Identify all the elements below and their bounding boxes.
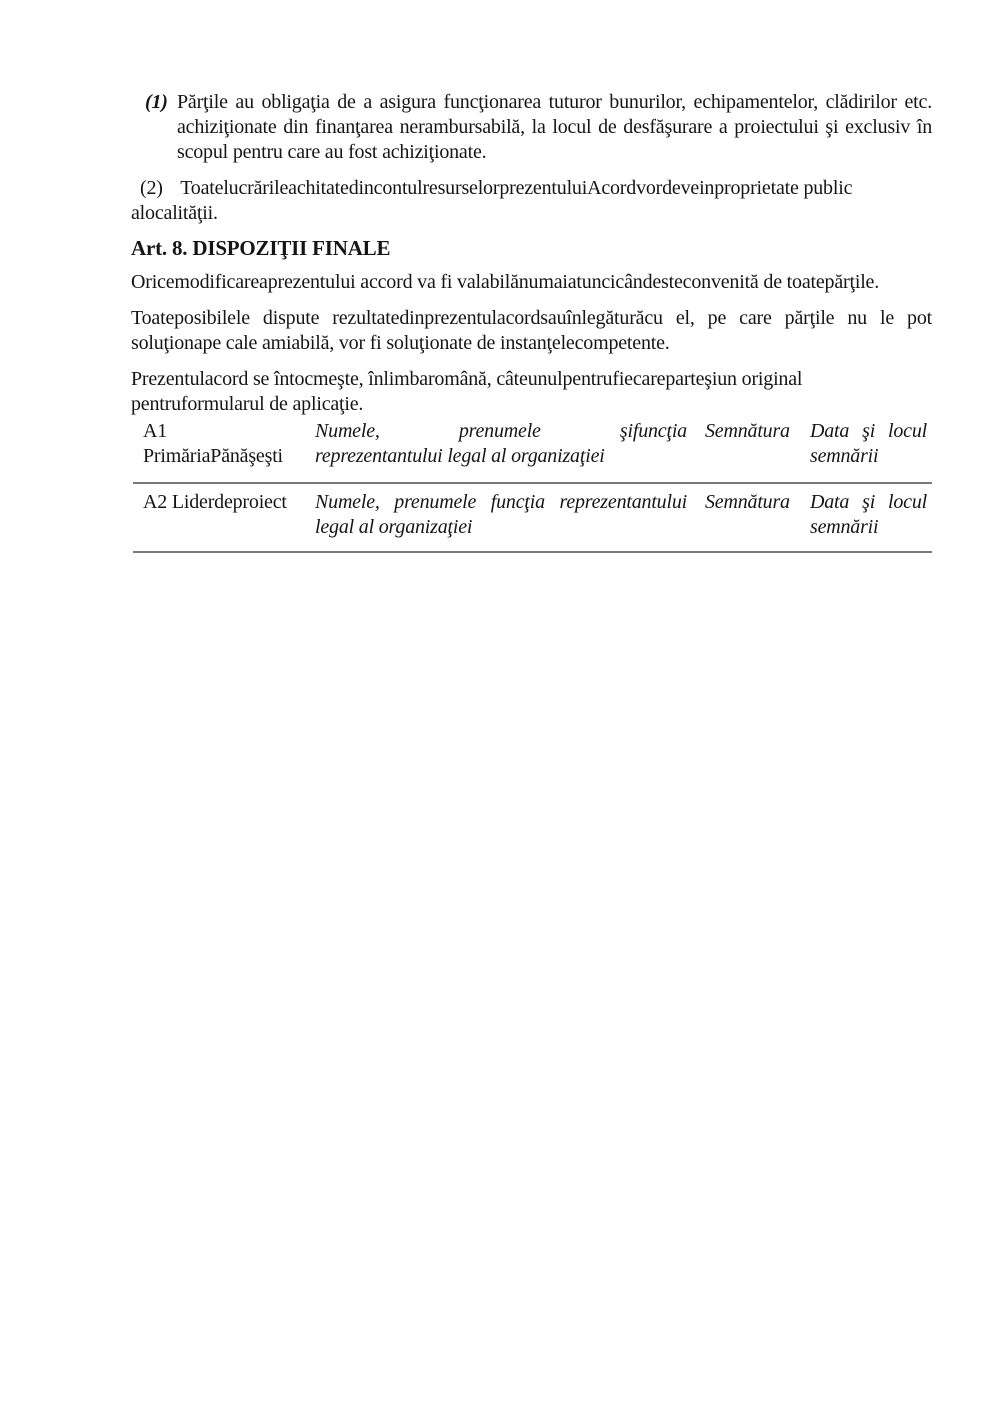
cell-line: semnării [810, 445, 879, 467]
cell-line: A1 [143, 420, 168, 442]
signature-cell: Semnătura [705, 420, 790, 442]
date-place-cell [810, 490, 932, 540]
language-paragraph: Prezentulacord se întocmeşte, înlimbaromână, câteunulpentrufiecareparteşiun original pentruformularul de aplicaţie. [131, 368, 803, 415]
date-place-cell [810, 419, 932, 469]
cell-line: Numele, prenumele funcţia reprezentantului [315, 491, 687, 513]
cell-line: Data şi locul [810, 491, 927, 513]
signature-table-row [133, 419, 932, 482]
document-content [131, 90, 932, 553]
cell-line: PrimăriaPănăşeşti [143, 445, 283, 467]
representative-name-cell [315, 490, 705, 540]
cell-line: Data şi locul [810, 420, 927, 442]
clause-2-marker: (2) [140, 177, 163, 199]
clause-1-text: Părţile au obligaţia de a asigura funcţionarea tuturor bunurilor, echipamentelor, clădirilor etc. achiziţionate din finanţarea nerambursabilă, la locul de desfăşurare a proiectului şi exclusiv în scopul pentru care au fost achiziţionate. [177, 91, 932, 163]
signature-table [133, 419, 932, 553]
party-id-cell [133, 419, 315, 469]
clause-1-marker: (1) [145, 91, 168, 113]
cell-line: A2 Liderdeproiect [143, 491, 287, 513]
clause-2-paragraph [131, 176, 932, 226]
party-id-cell [133, 490, 315, 540]
representative-name-cell [315, 419, 705, 469]
signature-cell: Semnătura [705, 491, 790, 513]
cell-line: semnării [810, 516, 879, 538]
modification-paragraph: Oricemodificareaprezentului accord va fi valabilănumaiatuncicândesteconvenită de toatepărţile. [131, 271, 880, 293]
cell-line: legal al organizaţiei [315, 516, 473, 538]
cell-line: Numele, prenumele şifuncţia [315, 420, 687, 442]
cell-line: reprezentantului legal al organizaţiei [315, 445, 605, 467]
signature-table-row [133, 482, 932, 551]
article-8-heading: Art. 8. DISPOZIŢII FINALE [131, 236, 391, 260]
clause-2-text: ToatelucrărileachitatedincontulresurselorprezentuluiAcordvordeveinproprietate public alocalităţii. [131, 177, 853, 224]
clause-1-paragraph [131, 90, 932, 165]
disputes-paragraph: Toateposibilele dispute rezultatedinprezentulacordsauînlegăturăcu el, pe care părţile nu le pot soluţionape cale amiabilă, vor fi soluţionate de instanţelecompetente. [131, 307, 932, 354]
